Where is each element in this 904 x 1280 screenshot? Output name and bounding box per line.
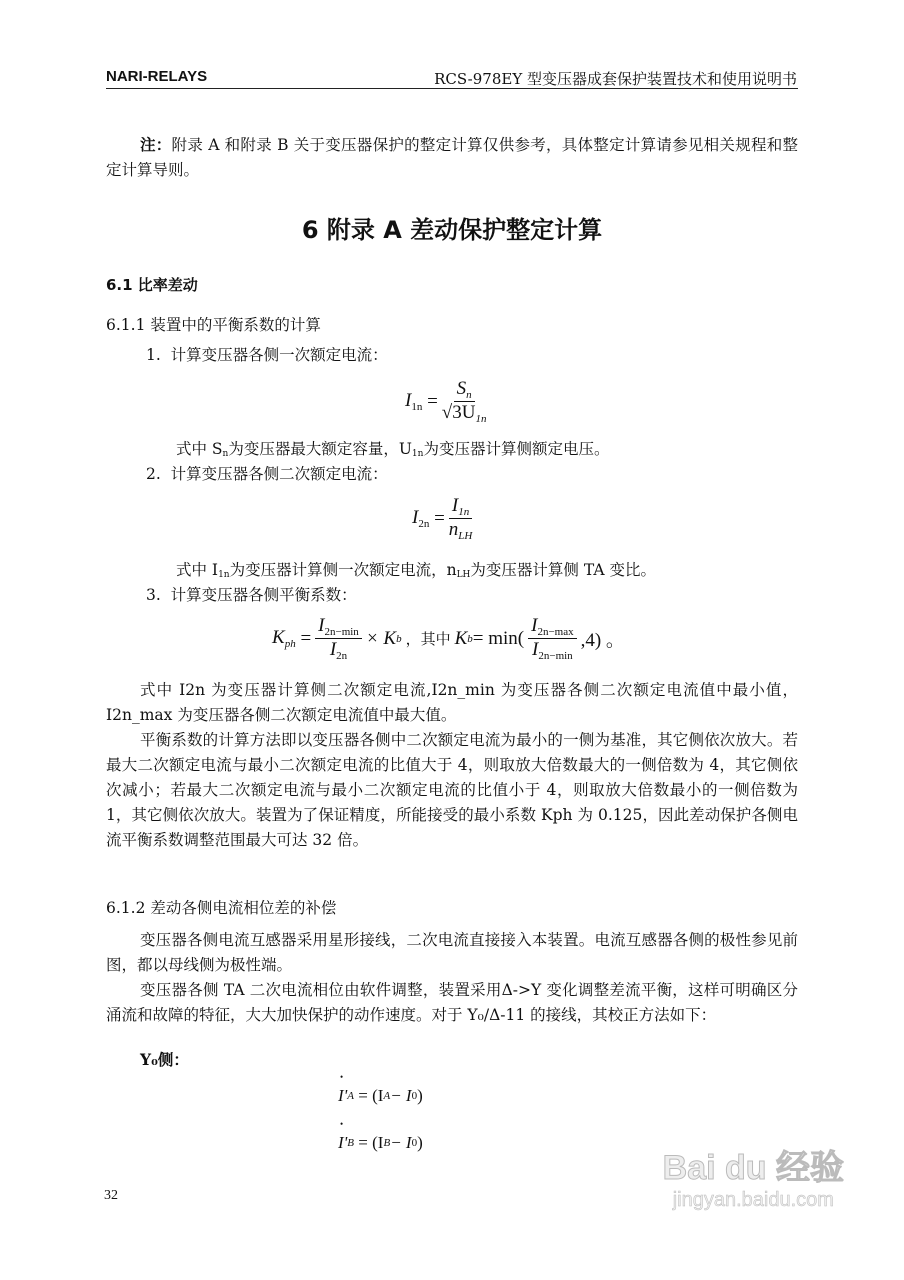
paragraph: 变压器各侧 TA 二次电流相位由软件调整，装置采用Δ->Y 变化调整差流平衡，这样可明确区分涌流和故障的特征，大大加快保护的动作速度。对于 Y₀/Δ-11 的接线，其校正方法如下： [106,981,798,1024]
item-num: 1. [146,346,161,364]
paragraph: 变压器各侧电流互感器采用星形接线，二次电流直接接入本装置。电流互感器各侧的极性参见前图，都以母线侧为极性端。 [106,931,798,974]
list-item [146,583,357,605]
header-brand: NARI-RELAYS [106,68,208,85]
subsection-heading: 6.1.2 差动各侧电流相位差的补偿 [106,899,337,917]
list-item [146,343,388,365]
item-text: 计算变压器各侧平衡系数： [170,586,357,604]
item-num: 3. [146,586,161,604]
formula-i2n: $I_{2n}$ = $\frac{I_{1n}}{n_{LH}}$ [412,495,473,542]
explanation: 式中 $I_{1n}$为变压器计算侧一次额定电流，$n_{LH}$为变压器计算侧 TA 变比。 [176,561,656,580]
formula-kph: $K_{ph}$ = $\frac{I_{2n-min}}{I_{2n}}$ × K b ，其中 K b = min( $\frac{I_{2n-max}}{I_{2n-min}}$ ,4) 。 [272,615,625,662]
chapter-title: 6 附录 A 差动保护整定计算 [301,216,603,244]
item-num: 2. [146,465,161,483]
paragraph: 平衡系数的计算方法即以变压器各侧中二次额定电流为最小的一侧为基准，其它侧依次放大。若最大二次额定电流与最小二次额定电流的比值大于 4，则取放大倍数最大的一侧倍数为 4，其它侧依次减小；若最大二次额定电流与最小二次额定电流的比值小于 4，则取放大倍数最小的一侧倍数为 1，其它侧依次放大。装置为了保证精度，所能接受的最小系数 Kph 为 0.125，因此差动保护各侧电流平衡系数调整范围最大可达 32 倍。 [106,731,798,849]
subsection-heading: 6.1.1 装置中的平衡系数的计算 [106,316,321,334]
header-rule [106,88,798,89]
page-number: 32 [104,1188,118,1203]
section-heading: 6.1 比率差动 [106,276,198,294]
list-item [146,462,388,484]
item-text: 计算变压器各侧一次额定电流： [170,346,388,364]
note-label: 注： [140,135,172,154]
note-text: 附录 A 和附录 B 关于变压器保护的整定计算仅供参考，具体整定计算请参见相关规程和整定计算导则。 [106,136,798,179]
item-text: 计算变压器各侧二次额定电流： [170,465,388,483]
paragraph: 式中 I2n 为变压器计算侧二次额定电流,I2n_min 为变压器各侧二次额定电流值中最小值，I2n_max 为变压器各侧二次额定电流值中最大值。 [106,681,798,724]
header-doc-title: RCS-978EY 型变压器成套保护装置技术和使用说明书 [434,70,797,88]
formula-ia: • I' A = (I A − I 0 ) [338,1086,423,1106]
explanation: 式中 $S_n$为变压器最大额定容量，$U_{1n}$为变压器计算侧额定电压。 [176,440,610,459]
formula-ib: • I' B = (I B − I 0 ) [338,1133,423,1153]
baidu-watermark: Bai du 经验 jingyan.baidu.com [662,1149,844,1211]
note [106,132,798,183]
formula-i1n: $I_{1n}$ = $\frac{S_n}{√3U_{1n}}$ [405,378,487,425]
y0-side-label: Y₀侧： [140,1050,189,1069]
